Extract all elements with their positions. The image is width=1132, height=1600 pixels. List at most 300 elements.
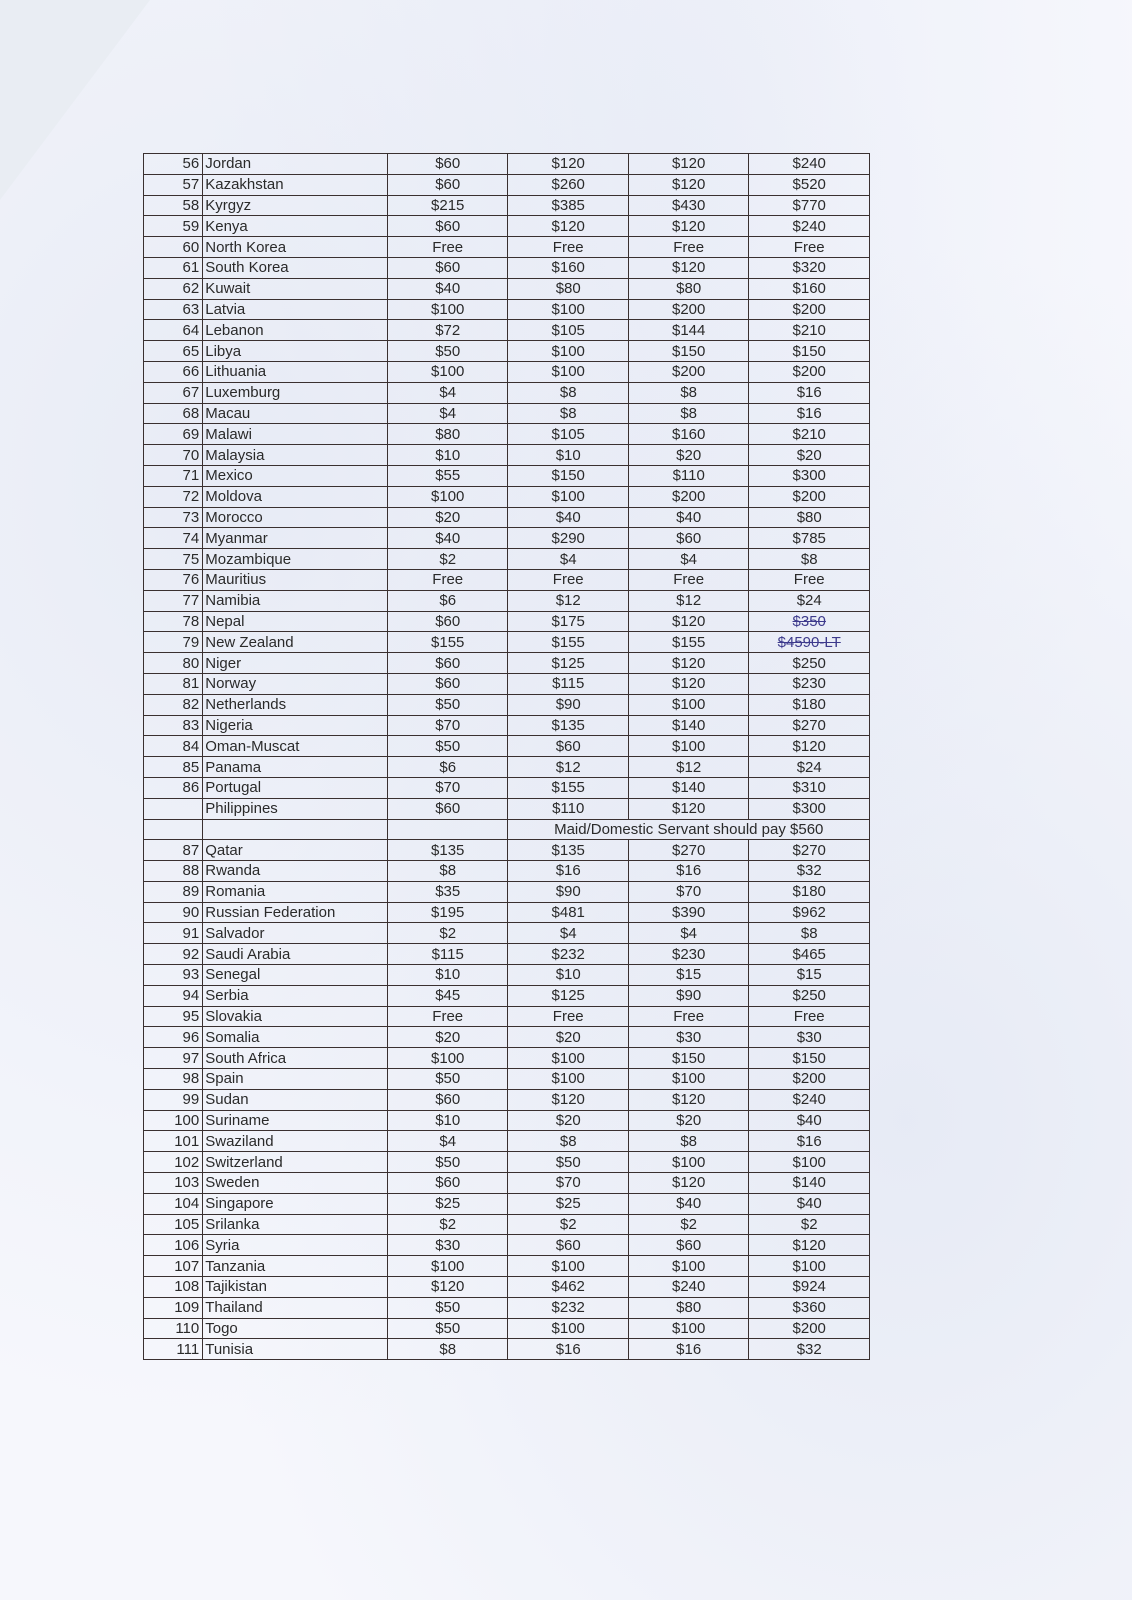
country-name: Philippines bbox=[203, 798, 388, 819]
fee-cell-4: $32 bbox=[749, 861, 870, 882]
row-number: 104 bbox=[144, 1193, 203, 1214]
table-row bbox=[144, 154, 870, 175]
table-row bbox=[144, 777, 870, 798]
fee-cell-2: $160 bbox=[508, 257, 628, 278]
country-name: South Africa bbox=[203, 1048, 388, 1069]
fee-cell-1: $60 bbox=[387, 798, 507, 819]
table-row bbox=[144, 403, 870, 424]
fee-cell-4: $465 bbox=[749, 944, 870, 965]
fee-cell-1: $72 bbox=[387, 320, 507, 341]
fee-cell-4: $2 bbox=[749, 1214, 870, 1235]
fee-cell-4: $15 bbox=[749, 965, 870, 986]
fee-cell-1: Free bbox=[387, 569, 507, 590]
fee-cell-4: $180 bbox=[749, 881, 870, 902]
fee-cell-4: $8 bbox=[749, 923, 870, 944]
fee-cell-2: $385 bbox=[508, 195, 628, 216]
fee-cell-2: Free bbox=[508, 237, 628, 258]
table-row bbox=[144, 985, 870, 1006]
fee-cell-1: $60 bbox=[387, 1089, 507, 1110]
row-number: 105 bbox=[144, 1214, 203, 1235]
table-row bbox=[144, 1069, 870, 1090]
country-name: Slovakia bbox=[203, 1006, 388, 1027]
fee-cell-3: $140 bbox=[628, 777, 748, 798]
fee-cell-4: $200 bbox=[749, 486, 870, 507]
country-name: Morocco bbox=[203, 507, 388, 528]
fee-cell-2: $175 bbox=[508, 611, 628, 632]
fee-cell-1: $40 bbox=[387, 528, 507, 549]
table-row bbox=[144, 944, 870, 965]
table-row bbox=[144, 673, 870, 694]
country-name: Nigeria bbox=[203, 715, 388, 736]
fee-cell-2: $90 bbox=[508, 881, 628, 902]
fee-cell-3: $8 bbox=[628, 1131, 748, 1152]
fee-cell-3: $120 bbox=[628, 257, 748, 278]
table-row bbox=[144, 465, 870, 486]
row-number: 73 bbox=[144, 507, 203, 528]
table-row bbox=[144, 965, 870, 986]
fee-cell-3: $200 bbox=[628, 299, 748, 320]
country-name: Srilanka bbox=[203, 1214, 388, 1235]
row-number: 98 bbox=[144, 1069, 203, 1090]
fee-cell-4: $250 bbox=[749, 653, 870, 674]
fee-cell-4: $16 bbox=[749, 382, 870, 403]
fee-cell-4: $350 bbox=[749, 611, 870, 632]
fee-cell-3: $120 bbox=[628, 154, 748, 175]
fee-cell-3: $70 bbox=[628, 881, 748, 902]
fee-cell-1: $215 bbox=[387, 195, 507, 216]
fee-cell-1: $4 bbox=[387, 403, 507, 424]
row-number: 95 bbox=[144, 1006, 203, 1027]
fee-cell-1: $2 bbox=[387, 923, 507, 944]
row-number: 110 bbox=[144, 1318, 203, 1339]
fee-cell-3: $100 bbox=[628, 1152, 748, 1173]
fee-cell-1: $10 bbox=[387, 1110, 507, 1131]
fee-cell-4: $80 bbox=[749, 507, 870, 528]
fee-cell-1: $50 bbox=[387, 1297, 507, 1318]
table-row bbox=[144, 1173, 870, 1194]
table-row bbox=[144, 486, 870, 507]
fee-cell-1: $115 bbox=[387, 944, 507, 965]
fee-cell-2: $10 bbox=[508, 445, 628, 466]
fee-cell-4: $140 bbox=[749, 1173, 870, 1194]
fee-cell-4: $120 bbox=[749, 1235, 870, 1256]
table-row bbox=[144, 1152, 870, 1173]
fee-cell-1: $2 bbox=[387, 1214, 507, 1235]
row-number: 63 bbox=[144, 299, 203, 320]
fee-cell-3: $20 bbox=[628, 445, 748, 466]
fee-cell-3: $8 bbox=[628, 382, 748, 403]
fee-cell-1: $80 bbox=[387, 424, 507, 445]
row-number: 80 bbox=[144, 653, 203, 674]
fee-cell-3: $120 bbox=[628, 653, 748, 674]
country-name: Suriname bbox=[203, 1110, 388, 1131]
fee-cell-1: $6 bbox=[387, 590, 507, 611]
fee-cell-3: $100 bbox=[628, 1069, 748, 1090]
fee-cell-2: $125 bbox=[508, 985, 628, 1006]
fee-cell-1: $40 bbox=[387, 278, 507, 299]
fee-cell-4: $240 bbox=[749, 216, 870, 237]
table-row bbox=[144, 1256, 870, 1277]
table-row bbox=[144, 715, 870, 736]
fee-cell-4: Free bbox=[749, 1006, 870, 1027]
country-name: Kuwait bbox=[203, 278, 388, 299]
fee-cell-2: $120 bbox=[508, 216, 628, 237]
fee-cell-1: $60 bbox=[387, 653, 507, 674]
fee-cell-3: $430 bbox=[628, 195, 748, 216]
table-row bbox=[144, 840, 870, 861]
fee-cell-2: $12 bbox=[508, 590, 628, 611]
fee-cell-4: $8 bbox=[749, 549, 870, 570]
row-number: 88 bbox=[144, 861, 203, 882]
fee-cell-3: $390 bbox=[628, 902, 748, 923]
country-name: North Korea bbox=[203, 237, 388, 258]
fee-cell-1: $50 bbox=[387, 1318, 507, 1339]
fee-cell-3: $4 bbox=[628, 549, 748, 570]
fee-cell-2: $12 bbox=[508, 757, 628, 778]
row-number: 107 bbox=[144, 1256, 203, 1277]
country-name: Latvia bbox=[203, 299, 388, 320]
row-number: 81 bbox=[144, 673, 203, 694]
fee-cell-1: $50 bbox=[387, 1069, 507, 1090]
country-name: Nepal bbox=[203, 611, 388, 632]
table-row bbox=[144, 278, 870, 299]
fee-cell-3: $16 bbox=[628, 1339, 748, 1360]
table-row bbox=[144, 1235, 870, 1256]
fee-cell-1: $20 bbox=[387, 507, 507, 528]
fee-cell-4: $270 bbox=[749, 715, 870, 736]
country-name: Somalia bbox=[203, 1027, 388, 1048]
fee-cell-1: $155 bbox=[387, 632, 507, 653]
fee-cell-2: $125 bbox=[508, 653, 628, 674]
fee-cell-4: $16 bbox=[749, 1131, 870, 1152]
fee-cell-4: $180 bbox=[749, 694, 870, 715]
fee-cell-1: $100 bbox=[387, 299, 507, 320]
country-name: Lebanon bbox=[203, 320, 388, 341]
country-name: Kenya bbox=[203, 216, 388, 237]
row-number: 57 bbox=[144, 174, 203, 195]
fee-cell-1: $195 bbox=[387, 902, 507, 923]
fee-cell-2: $50 bbox=[508, 1152, 628, 1173]
row-number: 76 bbox=[144, 569, 203, 590]
fee-cell-2: $100 bbox=[508, 361, 628, 382]
table-row bbox=[144, 1318, 870, 1339]
fee-cell-4: $150 bbox=[749, 341, 870, 362]
table-row bbox=[144, 798, 870, 819]
fee-cell-2: $4 bbox=[508, 549, 628, 570]
fee-cell-2: $120 bbox=[508, 1089, 628, 1110]
fee-cell-2: $100 bbox=[508, 1318, 628, 1339]
row-number: 70 bbox=[144, 445, 203, 466]
fee-cell-4: Free bbox=[749, 237, 870, 258]
fee-cell-3: $155 bbox=[628, 632, 748, 653]
fee-cell-4: $40 bbox=[749, 1110, 870, 1131]
fee-cell-3: $80 bbox=[628, 1297, 748, 1318]
fee-cell-3: $15 bbox=[628, 965, 748, 986]
country-name: Singapore bbox=[203, 1193, 388, 1214]
fee-cell-4: $160 bbox=[749, 278, 870, 299]
fee-cell-2: $105 bbox=[508, 424, 628, 445]
fee-cell-4: $20 bbox=[749, 445, 870, 466]
fee-cell-2: $25 bbox=[508, 1193, 628, 1214]
row-number: 86 bbox=[144, 777, 203, 798]
row-number: 59 bbox=[144, 216, 203, 237]
table-row bbox=[144, 174, 870, 195]
table-row bbox=[144, 528, 870, 549]
fee-cell-3: $100 bbox=[628, 694, 748, 715]
fee-cell-3: $160 bbox=[628, 424, 748, 445]
fee-cell-4: $270 bbox=[749, 840, 870, 861]
row-number: 108 bbox=[144, 1277, 203, 1298]
table-row bbox=[144, 590, 870, 611]
fee-cell-1: $60 bbox=[387, 611, 507, 632]
country-name: Malawi bbox=[203, 424, 388, 445]
fee-cell-1: $55 bbox=[387, 465, 507, 486]
fee-cell-3: $60 bbox=[628, 528, 748, 549]
fee-cell-3: $120 bbox=[628, 673, 748, 694]
fee-cell-1: $10 bbox=[387, 445, 507, 466]
fee-cell-4: $200 bbox=[749, 1318, 870, 1339]
row-number: 64 bbox=[144, 320, 203, 341]
fee-cell-3: $90 bbox=[628, 985, 748, 1006]
fee-cell-2: $60 bbox=[508, 1235, 628, 1256]
country-name: New Zealand bbox=[203, 632, 388, 653]
row-number bbox=[144, 798, 203, 819]
fee-cell-2: $16 bbox=[508, 861, 628, 882]
fee-cell-2: $232 bbox=[508, 944, 628, 965]
row-number: 109 bbox=[144, 1297, 203, 1318]
fee-cell-4: $300 bbox=[749, 798, 870, 819]
fee-cell-3: Free bbox=[628, 1006, 748, 1027]
country-name bbox=[203, 819, 388, 840]
fee-cell-3: $120 bbox=[628, 216, 748, 237]
fee-cell-2: $155 bbox=[508, 632, 628, 653]
fee-cell-1: $35 bbox=[387, 881, 507, 902]
table-row bbox=[144, 341, 870, 362]
table-row bbox=[144, 694, 870, 715]
fee-cell-2: $110 bbox=[508, 798, 628, 819]
country-name: Switzerland bbox=[203, 1152, 388, 1173]
country-name: Sudan bbox=[203, 1089, 388, 1110]
table-row bbox=[144, 216, 870, 237]
fee-table-body bbox=[144, 154, 870, 1360]
fee-cell-1: $60 bbox=[387, 174, 507, 195]
fee-cell-4: $924 bbox=[749, 1277, 870, 1298]
fee-cell-3: $2 bbox=[628, 1214, 748, 1235]
fee-cell-2: $100 bbox=[508, 299, 628, 320]
country-name: Libya bbox=[203, 341, 388, 362]
row-number: 102 bbox=[144, 1152, 203, 1173]
table-row bbox=[144, 1027, 870, 1048]
fee-cell-2: $100 bbox=[508, 486, 628, 507]
country-name: Luxemburg bbox=[203, 382, 388, 403]
fee-cell-2: $105 bbox=[508, 320, 628, 341]
fee-cell-1 bbox=[387, 819, 507, 840]
fee-cell-1: $25 bbox=[387, 1193, 507, 1214]
country-name: Salvador bbox=[203, 923, 388, 944]
fee-cell-2: $20 bbox=[508, 1110, 628, 1131]
fee-cell-4: $320 bbox=[749, 257, 870, 278]
table-row bbox=[144, 757, 870, 778]
fee-cell-4: $4590-LT bbox=[749, 632, 870, 653]
table-row bbox=[144, 299, 870, 320]
row-number: 101 bbox=[144, 1131, 203, 1152]
country-name: Rwanda bbox=[203, 861, 388, 882]
fee-cell-3: $120 bbox=[628, 798, 748, 819]
table-row bbox=[144, 445, 870, 466]
fee-cell-2: $100 bbox=[508, 1048, 628, 1069]
row-number bbox=[144, 819, 203, 840]
fee-cell-1: $100 bbox=[387, 486, 507, 507]
fee-cell-1: $45 bbox=[387, 985, 507, 1006]
fee-cell-3: $40 bbox=[628, 507, 748, 528]
fee-cell-2: $8 bbox=[508, 1131, 628, 1152]
table-row bbox=[144, 237, 870, 258]
fee-cell-3: $100 bbox=[628, 1256, 748, 1277]
fee-cell-2: $90 bbox=[508, 694, 628, 715]
table-row bbox=[144, 1339, 870, 1360]
country-name: Serbia bbox=[203, 985, 388, 1006]
fee-cell-1: $50 bbox=[387, 736, 507, 757]
table-row bbox=[144, 902, 870, 923]
fee-cell-3: $240 bbox=[628, 1277, 748, 1298]
row-number: 62 bbox=[144, 278, 203, 299]
table-row bbox=[144, 1089, 870, 1110]
fee-cell-4: $100 bbox=[749, 1256, 870, 1277]
row-number: 72 bbox=[144, 486, 203, 507]
row-number: 89 bbox=[144, 881, 203, 902]
fee-cell-2: $4 bbox=[508, 923, 628, 944]
fee-cell-2: $135 bbox=[508, 840, 628, 861]
fee-cell-3: $150 bbox=[628, 341, 748, 362]
fee-cell-2: $462 bbox=[508, 1277, 628, 1298]
fee-cell-2: Free bbox=[508, 1006, 628, 1027]
fee-cell-4: $250 bbox=[749, 985, 870, 1006]
fee-cell-1: $70 bbox=[387, 715, 507, 736]
country-name: Moldova bbox=[203, 486, 388, 507]
table-row bbox=[144, 1214, 870, 1235]
fee-cell-3: $4 bbox=[628, 923, 748, 944]
fee-cell-2: $60 bbox=[508, 736, 628, 757]
fee-cell-3: $30 bbox=[628, 1027, 748, 1048]
fee-cell-4: $200 bbox=[749, 361, 870, 382]
fee-cell-4: $240 bbox=[749, 154, 870, 175]
fee-cell-2: $232 bbox=[508, 1297, 628, 1318]
country-name: Namibia bbox=[203, 590, 388, 611]
table-row bbox=[144, 424, 870, 445]
fee-cell-2: $70 bbox=[508, 1173, 628, 1194]
fee-cell-2: $20 bbox=[508, 1027, 628, 1048]
fee-cell-1: $6 bbox=[387, 757, 507, 778]
table-row bbox=[144, 507, 870, 528]
country-name: Niger bbox=[203, 653, 388, 674]
country-name: Thailand bbox=[203, 1297, 388, 1318]
country-name: Russian Federation bbox=[203, 902, 388, 923]
country-name: Mexico bbox=[203, 465, 388, 486]
fee-cell-1: Free bbox=[387, 237, 507, 258]
fee-cell-2: $16 bbox=[508, 1339, 628, 1360]
row-number: 71 bbox=[144, 465, 203, 486]
country-name: Oman-Muscat bbox=[203, 736, 388, 757]
fee-cell-1: $60 bbox=[387, 673, 507, 694]
fee-cell-3: Free bbox=[628, 569, 748, 590]
row-number: 65 bbox=[144, 341, 203, 362]
country-name: Netherlands bbox=[203, 694, 388, 715]
fee-cell-1: $10 bbox=[387, 965, 507, 986]
country-name: Mozambique bbox=[203, 549, 388, 570]
fee-cell-2: $80 bbox=[508, 278, 628, 299]
fee-cell-2: $120 bbox=[508, 154, 628, 175]
row-number: 56 bbox=[144, 154, 203, 175]
fee-cell-1: $70 bbox=[387, 777, 507, 798]
row-number: 68 bbox=[144, 403, 203, 424]
table-row bbox=[144, 1048, 870, 1069]
row-number: 94 bbox=[144, 985, 203, 1006]
fee-cell-4: $310 bbox=[749, 777, 870, 798]
fee-cell-3: $12 bbox=[628, 757, 748, 778]
fee-cell-1: $8 bbox=[387, 1339, 507, 1360]
fee-cell-2: $481 bbox=[508, 902, 628, 923]
table-row bbox=[144, 611, 870, 632]
table-row bbox=[144, 1110, 870, 1131]
fee-cell-1: $60 bbox=[387, 257, 507, 278]
row-number: 84 bbox=[144, 736, 203, 757]
note-cell: Maid/Domestic Servant should pay $560 bbox=[508, 819, 870, 840]
fee-cell-2: Free bbox=[508, 569, 628, 590]
fee-cell-4: $770 bbox=[749, 195, 870, 216]
country-name: Togo bbox=[203, 1318, 388, 1339]
fee-cell-2: $100 bbox=[508, 1256, 628, 1277]
row-number: 90 bbox=[144, 902, 203, 923]
table-row bbox=[144, 257, 870, 278]
fee-cell-2: $155 bbox=[508, 777, 628, 798]
country-name: Spain bbox=[203, 1069, 388, 1090]
country-name: Norway bbox=[203, 673, 388, 694]
fee-cell-1: $120 bbox=[387, 1277, 507, 1298]
fee-cell-1: $60 bbox=[387, 1173, 507, 1194]
fee-cell-4: $230 bbox=[749, 673, 870, 694]
fee-cell-1: $8 bbox=[387, 861, 507, 882]
table-row bbox=[144, 923, 870, 944]
fee-cell-3: $80 bbox=[628, 278, 748, 299]
country-name: Kyrgyz bbox=[203, 195, 388, 216]
table-row bbox=[144, 569, 870, 590]
fee-cell-3: Free bbox=[628, 237, 748, 258]
row-number: 79 bbox=[144, 632, 203, 653]
fee-cell-4: $150 bbox=[749, 1048, 870, 1069]
fee-cell-3: $120 bbox=[628, 1089, 748, 1110]
country-name: Qatar bbox=[203, 840, 388, 861]
row-number: 100 bbox=[144, 1110, 203, 1131]
fee-cell-3: $12 bbox=[628, 590, 748, 611]
folded-corner bbox=[0, 0, 150, 200]
fee-cell-4: $100 bbox=[749, 1152, 870, 1173]
fee-cell-2: $8 bbox=[508, 403, 628, 424]
fee-cell-1: $20 bbox=[387, 1027, 507, 1048]
row-number: 69 bbox=[144, 424, 203, 445]
country-name: Tanzania bbox=[203, 1256, 388, 1277]
fee-cell-3: $20 bbox=[628, 1110, 748, 1131]
row-number: 111 bbox=[144, 1339, 203, 1360]
fee-cell-2: $260 bbox=[508, 174, 628, 195]
row-number: 78 bbox=[144, 611, 203, 632]
fee-cell-1: $50 bbox=[387, 694, 507, 715]
fee-cell-2: $2 bbox=[508, 1214, 628, 1235]
fee-cell-4: $24 bbox=[749, 590, 870, 611]
fee-cell-1: $100 bbox=[387, 1256, 507, 1277]
fee-cell-3: $120 bbox=[628, 1173, 748, 1194]
table-row bbox=[144, 861, 870, 882]
fee-cell-4: $785 bbox=[749, 528, 870, 549]
